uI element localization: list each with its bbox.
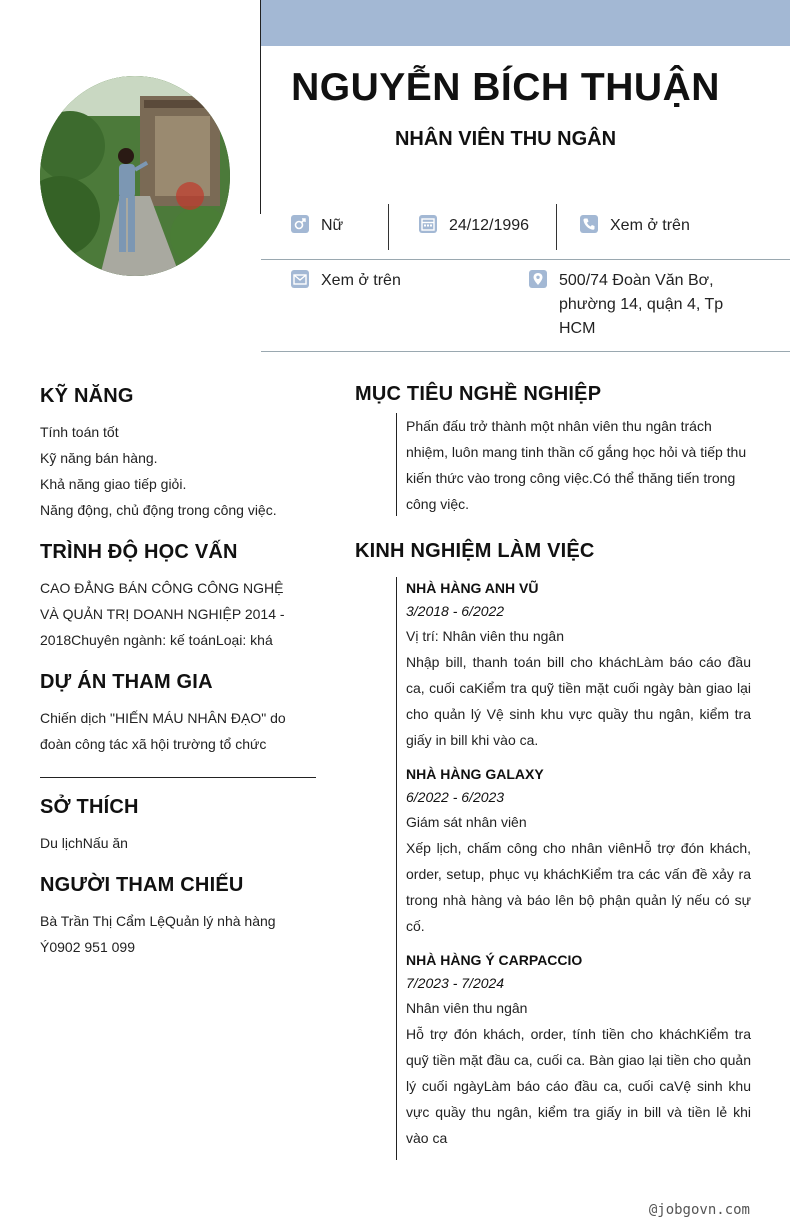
avatar-photo bbox=[40, 76, 230, 276]
job-role: Nhân viên thu ngân bbox=[406, 1000, 528, 1016]
email-value: Xem ở trên bbox=[321, 272, 401, 289]
hobbies-title: SỞ THÍCH bbox=[40, 796, 139, 818]
hobbies-text: Du lịchNấu ăn bbox=[40, 835, 128, 851]
location-icon bbox=[529, 270, 547, 288]
experience-title: KINH NGHIỆM LÀM VIỆC bbox=[355, 540, 595, 562]
info-separator bbox=[388, 204, 389, 250]
info-separator bbox=[556, 204, 557, 250]
info-divider bbox=[261, 259, 790, 260]
job-company: NHÀ HÀNG Ý CARPACCIO bbox=[406, 952, 583, 968]
job-entry bbox=[406, 763, 751, 939]
objective-title: MỤC TIÊU NGHỀ NGHIỆP bbox=[355, 383, 602, 405]
job-title: NHÂN VIÊN THU NGÂN bbox=[394, 128, 617, 150]
job-role: Vị trí: Nhân viên thu ngân bbox=[406, 628, 564, 644]
calendar-icon bbox=[419, 215, 437, 233]
references-title: NGƯỜI THAM CHIẾU bbox=[40, 874, 244, 896]
job-description: Hỗ trợ đón khách, order, tính tiền cho kháchKiểm tra quỹ tiền mặt đầu ca, cuối ca. Bàn giao lại tiền cho quản lý cuối ngàyLàm báo cáo đầu ca, cuối caVệ sinh khu vực quầy thu ngân, kiểm tra giấy in bill và tiền lẻ khi vào ca bbox=[406, 1026, 751, 1146]
skill-item: Năng động, chủ động trong công việc. bbox=[40, 502, 277, 518]
experience-block bbox=[396, 577, 751, 1160]
section-divider bbox=[40, 777, 316, 778]
job-period: 7/2023 - 7/2024 bbox=[406, 975, 505, 991]
gender-value: Nữ bbox=[321, 217, 344, 234]
job-role: Giám sát nhân viên bbox=[406, 814, 527, 830]
gender-icon bbox=[291, 215, 309, 233]
skills-list bbox=[40, 419, 320, 523]
job-entry bbox=[406, 577, 751, 753]
phone-info bbox=[580, 214, 690, 238]
phone-value: Xem ở trên bbox=[610, 217, 690, 234]
skill-item: Kỹ năng bán hàng. bbox=[40, 450, 158, 466]
header-accent-bar bbox=[261, 0, 790, 46]
skill-item: Tính toán tốt bbox=[40, 424, 119, 440]
gender-info bbox=[291, 214, 343, 238]
job-period: 6/2022 - 6/2023 bbox=[406, 789, 505, 805]
education-text: CAO ĐẲNG BÁN CÔNG CÔNG NGHỆ VÀ QUẢN TRỊ DOANH NGHIỆP 2014 - 2018Chuyên ngành: kế toánLoại: khá bbox=[40, 580, 285, 648]
birthday-value: 24/12/1996 bbox=[449, 217, 530, 234]
projects-title: DỰ ÁN THAM GIA bbox=[40, 671, 213, 693]
phone-icon bbox=[580, 215, 598, 233]
job-description: Xếp lịch, chấm công cho nhân viênHỗ trợ đón khách, order, setup, phục vụ kháchKiểm tra các vấn đề xảy ra trong nhà hàng và báo lên bộ phận quản lý nếu có sự cố. bbox=[406, 840, 751, 934]
info-divider bbox=[261, 351, 790, 352]
candidate-name: NGUYỄN BÍCH THUẬN bbox=[291, 66, 720, 109]
email-info bbox=[291, 269, 401, 293]
job-company: NHÀ HÀNG ANH VŨ bbox=[406, 580, 539, 596]
education-title: TRÌNH ĐỘ HỌC VẤN bbox=[40, 541, 238, 563]
skill-item: Khả năng giao tiếp giỏi. bbox=[40, 476, 187, 492]
job-description: Nhập bill, thanh toán bill cho kháchLàm báo cáo đầu ca, cuối caKiểm tra quỹ tiền mặt cuối ngày bàn giao lại cho quản lý Vệ sinh khu vực quầy thu ngân, kiểm tra giấy in bill khi vào ca. bbox=[406, 654, 751, 748]
objective-text: Phấn đấu trở thành một nhân viên thu ngân trách nhiệm, luôn mang tinh thần cố gắng học hỏi và tiếp thu kiến thức vào trong công việc.Có thể thăng tiến trong công việc. bbox=[406, 418, 747, 512]
avatar bbox=[40, 76, 230, 276]
mail-icon bbox=[291, 270, 309, 288]
objective-block bbox=[396, 413, 751, 516]
birthday-info bbox=[419, 214, 529, 238]
skills-title: KỸ NĂNG bbox=[40, 385, 134, 407]
references-text: Bà Trần Thị Cẩm LệQuản lý nhà hàng Ý0902 951 099 bbox=[40, 913, 276, 955]
job-entry bbox=[406, 949, 751, 1151]
address-value: 500/74 Đoàn Văn Bơ, phường 14, quận 4, Tp HCM bbox=[559, 272, 724, 337]
job-company: NHÀ HÀNG GALAXY bbox=[406, 766, 544, 782]
projects-text: Chiến dịch "HIẾN MÁU NHÂN ĐẠO" do đoàn công tác xã hội trường tổ chức bbox=[40, 710, 286, 752]
address-info bbox=[529, 269, 729, 341]
job-period: 3/2018 - 6/2022 bbox=[406, 603, 505, 619]
watermark: @jobgovn.com bbox=[648, 1202, 750, 1218]
